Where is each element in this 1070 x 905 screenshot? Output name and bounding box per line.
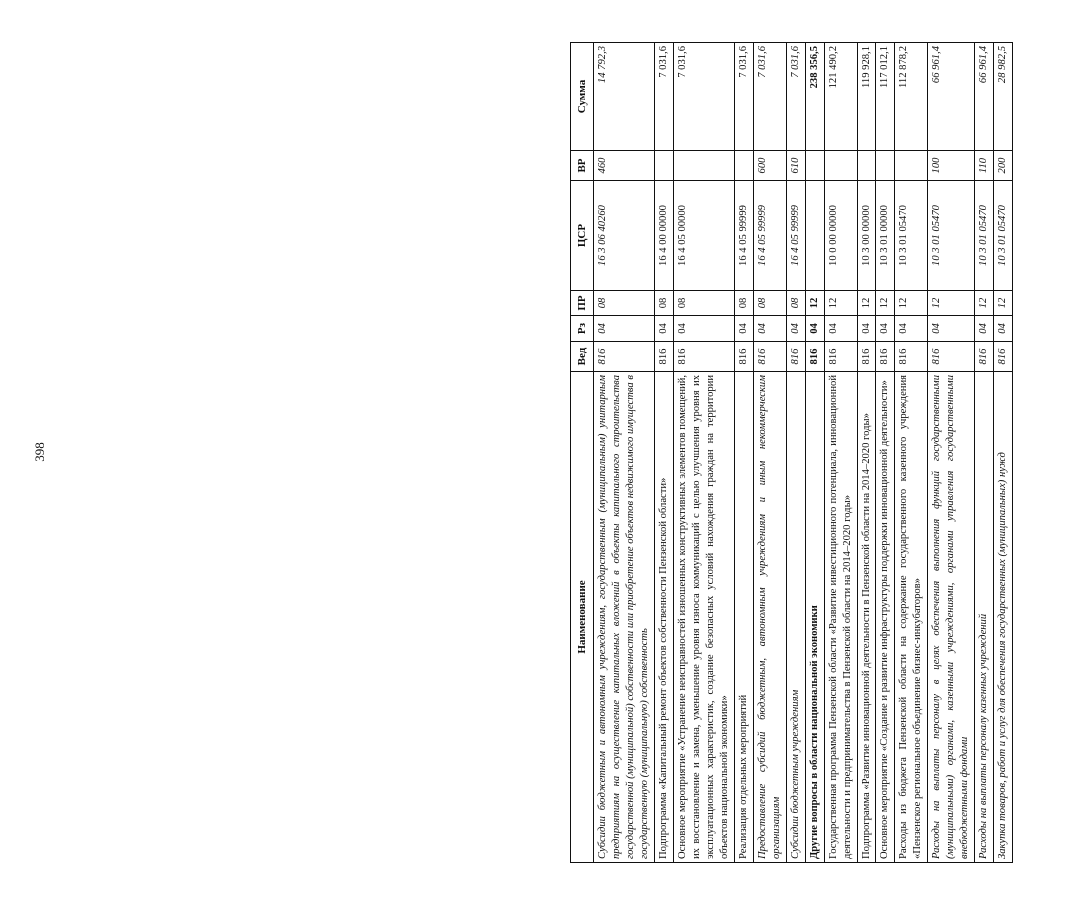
cell-sum: 7 031,6 (654, 43, 673, 151)
cell-rz: 04 (975, 316, 994, 342)
table-row (805, 43, 824, 863)
cell-pr: 12 (994, 291, 1013, 316)
cell-ved: 816 (994, 342, 1013, 372)
cell-vr (734, 151, 753, 181)
cell-rz: 04 (673, 316, 734, 342)
cell-ved: 816 (895, 342, 928, 372)
cell-csr: 16 4 05 99999 (753, 181, 786, 291)
cell-name: Основное мероприятие «Создание и развитие инфраструктуры поддержки инновационной деятельности» (876, 372, 895, 863)
cell-name: Субсидии бюджетным и автономным учреждениям, государственным (муниципальным) унитарным предприятиям на осуществление капитальных вложений в объекты капитального строительства государственной (муниципальной) собственности или приобретение объектов недвижимого имущества в государственную (муниципальную) собственность (594, 372, 655, 863)
table-row (975, 43, 994, 863)
cell-pr: 08 (753, 291, 786, 316)
cell-rz: 04 (824, 316, 857, 342)
header-vr: ВР (571, 151, 594, 181)
cell-pr: 08 (673, 291, 734, 316)
cell-sum: 14 792,3 (594, 43, 655, 151)
cell-rz: 04 (734, 316, 753, 342)
header-csr: ЦСР (571, 181, 594, 291)
cell-csr: 16 4 05 99999 (734, 181, 753, 291)
cell-rz: 04 (876, 316, 895, 342)
cell-pr: 12 (876, 291, 895, 316)
table-row (994, 43, 1013, 863)
cell-vr (805, 151, 824, 181)
cell-name: Субсидии бюджетным учреждениям (786, 372, 805, 863)
cell-name: Подпрограмма «Развитие инновационной деятельности в Пензенской области на 2014–2020 годы» (857, 372, 876, 863)
cell-pr: 12 (857, 291, 876, 316)
cell-name: Государственная программа Пензенской области «Развитие инвестиционного потенциала, инновационной деятельности и предпринимательства в Пензенской области на 2014–2020 годы» (824, 372, 857, 863)
header-name: Наименование (571, 372, 594, 863)
cell-csr: 10 3 01 05470 (928, 181, 975, 291)
cell-sum: 117 012,1 (876, 43, 895, 151)
cell-name: Основное мероприятие «Устранение неисправностей изношенных конструктивных элементов помещений, их восстановление и замена, уменьшение уровня износа коммуникаций с целью улучшения уровня их эксплуатационных характеристик, создание безопасных условий нахождения граждан на территории объектов национальной экономики» (673, 372, 734, 863)
cell-vr (654, 151, 673, 181)
cell-sum: 119 928,1 (857, 43, 876, 151)
cell-csr: 10 3 01 05470 (975, 181, 994, 291)
cell-name: Расходы на выплаты персоналу казенных учреждений (975, 372, 994, 863)
cell-rz: 04 (895, 316, 928, 342)
cell-name: Расходы на выплаты персоналу в целях обеспечения выполнения функций государственными (муниципальными) органами, казенными учреждениями, органами управления государственными внебюджетными фондами (928, 372, 975, 863)
cell-pr: 08 (594, 291, 655, 316)
cell-csr: 10 0 00 00000 (824, 181, 857, 291)
cell-vr (857, 151, 876, 181)
table-row (824, 43, 857, 863)
cell-ved: 816 (753, 342, 786, 372)
cell-ved: 816 (734, 342, 753, 372)
table-row (734, 43, 753, 863)
cell-pr: 12 (928, 291, 975, 316)
cell-sum: 121 490,2 (824, 43, 857, 151)
cell-csr: 10 3 01 05470 (994, 181, 1013, 291)
cell-vr (876, 151, 895, 181)
cell-vr: 600 (753, 151, 786, 181)
table-row (928, 43, 975, 863)
cell-vr: 460 (594, 151, 655, 181)
cell-rz: 04 (857, 316, 876, 342)
cell-rz: 04 (928, 316, 975, 342)
cell-ved: 816 (876, 342, 895, 372)
table-row (654, 43, 673, 863)
header-ved: Вед (571, 342, 594, 372)
budget-table (570, 42, 1013, 863)
cell-rz: 04 (786, 316, 805, 342)
cell-vr (895, 151, 928, 181)
cell-csr: 16 4 05 00000 (673, 181, 734, 291)
cell-sum: 7 031,6 (673, 43, 734, 151)
cell-csr (805, 181, 824, 291)
table-row (594, 43, 655, 863)
cell-rz: 04 (654, 316, 673, 342)
cell-pr: 12 (824, 291, 857, 316)
cell-pr: 12 (975, 291, 994, 316)
cell-ved: 816 (805, 342, 824, 372)
cell-pr: 12 (805, 291, 824, 316)
cell-sum: 66 961,4 (975, 43, 994, 151)
cell-vr: 200 (994, 151, 1013, 181)
cell-ved: 816 (824, 342, 857, 372)
cell-sum: 66 961,4 (928, 43, 975, 151)
cell-sum: 7 031,6 (753, 43, 786, 151)
cell-vr: 100 (928, 151, 975, 181)
table-row (895, 43, 928, 863)
cell-vr (673, 151, 734, 181)
cell-name: Подпрограмма «Капитальный ремонт объектов собственности Пензенской области» (654, 372, 673, 863)
cell-vr: 610 (786, 151, 805, 181)
cell-sum: 238 356,5 (805, 43, 824, 151)
cell-ved: 816 (673, 342, 734, 372)
cell-pr: 08 (654, 291, 673, 316)
cell-ved: 816 (786, 342, 805, 372)
table-header-row (571, 43, 594, 863)
table-body (594, 43, 1013, 863)
cell-name: Расходы из бюджета Пензенской области на содержание государственного казенного учреждения «Пензенское региональное объединение бизнес-инкубаторов» (895, 372, 928, 863)
cell-rz: 04 (994, 316, 1013, 342)
cell-name: Реализация отдельных мероприятий (734, 372, 753, 863)
cell-ved: 816 (594, 342, 655, 372)
cell-name: Закупка товаров, работ и услуг для обеспечения государственных (муниципальных) нужд (994, 372, 1013, 863)
cell-csr: 16 4 00 00000 (654, 181, 673, 291)
cell-sum: 28 982,5 (994, 43, 1013, 151)
cell-pr: 08 (734, 291, 753, 316)
cell-name: Другие вопросы в области национальной экономики (805, 372, 824, 863)
header-rz: Рз (571, 316, 594, 342)
cell-csr: 10 3 01 00000 (876, 181, 895, 291)
cell-csr: 10 3 01 05470 (895, 181, 928, 291)
cell-csr: 16 3 06 40260 (594, 181, 655, 291)
table-row (876, 43, 895, 863)
rotated-page-content (570, 43, 1070, 863)
page-number: 398 (32, 442, 47, 462)
cell-name: Предоставление субсидий бюджетным, автономным учреждениям и иным некоммерческим организациям (753, 372, 786, 863)
table-row (753, 43, 786, 863)
cell-rz: 04 (594, 316, 655, 342)
cell-vr (824, 151, 857, 181)
cell-rz: 04 (805, 316, 824, 342)
cell-pr: 08 (786, 291, 805, 316)
header-sum: Сумма (571, 43, 594, 151)
table-row (673, 43, 734, 863)
table-row (857, 43, 876, 863)
header-pr: ПР (571, 291, 594, 316)
table-row (786, 43, 805, 863)
cell-sum: 7 031,6 (786, 43, 805, 151)
cell-ved: 816 (928, 342, 975, 372)
cell-csr: 16 4 05 99999 (786, 181, 805, 291)
cell-csr: 10 3 00 00000 (857, 181, 876, 291)
cell-rz: 04 (753, 316, 786, 342)
cell-sum: 7 031,6 (734, 43, 753, 151)
cell-ved: 816 (975, 342, 994, 372)
cell-pr: 12 (895, 291, 928, 316)
cell-sum: 112 878,2 (895, 43, 928, 151)
cell-ved: 816 (654, 342, 673, 372)
cell-ved: 816 (857, 342, 876, 372)
cell-vr: 110 (975, 151, 994, 181)
